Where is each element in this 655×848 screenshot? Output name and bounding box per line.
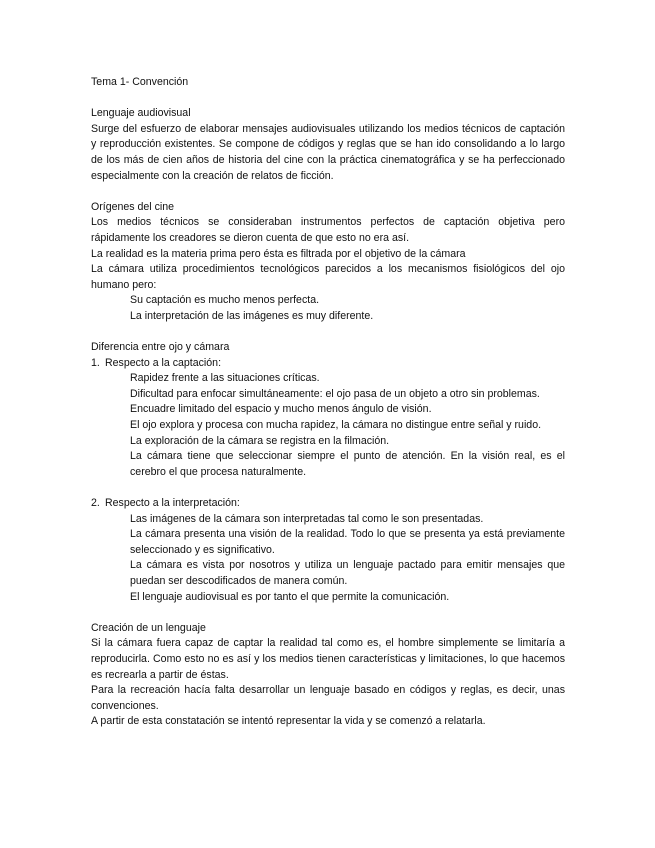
section-lenguaje-audiovisual <box>91 106 565 184</box>
indented-item: Dificultad para enfocar simultáneamente: el ojo pasa de un objeto a otro sin problemas. <box>130 387 540 400</box>
section-diferencia-ojo-camara <box>91 340 565 605</box>
indented-item: Rapidez frente a las situaciones críticas. <box>130 372 320 385</box>
spacer <box>91 480 565 496</box>
indented-item: Encuadre limitado del espacio y mucho menos ángulo de visión. <box>130 403 432 416</box>
spacer <box>91 184 565 200</box>
numbered-list-item <box>91 356 565 372</box>
list-label: Respecto a la captación: <box>105 356 222 369</box>
section-heading: Orígenes del cine <box>91 200 175 213</box>
numbered-list-item <box>91 496 565 512</box>
indented-item: El ojo explora y procesa con mucha rapidez, la cámara no distingue entre señal y ruido. <box>130 419 542 432</box>
indented-item: La interpretación de las imágenes es muy diferente. <box>130 309 374 322</box>
spacer <box>91 325 565 341</box>
paragraph: Si la cámara fuera capaz de captar la realidad tal como es, el hombre simplemente se limitaría a reproducirla. Como esto no es así y los medios tienen características y limitaciones, lo que hacemos es recrearla a partir de éstas. <box>91 637 565 681</box>
section-heading: Creación de un lenguaje <box>91 621 206 634</box>
list-number: 2. <box>91 497 100 510</box>
document-body <box>91 75 565 730</box>
paragraph: La realidad es la materia prima pero ésta es filtrada por el objetivo de la cámara <box>91 247 466 260</box>
paragraph: A partir de esta constatación se intentó representar la vida y se comenzó a relatarla. <box>91 715 486 728</box>
paragraph: Surge del esfuerzo de elaborar mensajes audiovisuales utilizando los medios técnicos de captación y reproducción existentes. Se compone de códigos y reglas que se han ido consolidando a lo largo de los más de cien años de historia del cine con la práctica cinematográfica y se ha perfeccionado especialmente con la creación de relatos de ficción. <box>91 122 565 182</box>
indented-item: La cámara presenta una visión de la realidad. Todo lo que se presenta ya está previamente seleccionado y es significativo. <box>130 528 565 556</box>
list-number: 1. <box>91 356 100 369</box>
indented-item: La cámara es vista por nosotros y utiliza un lenguaje pactado para emitir mensajes que puedan ser descodificados de manera común. <box>130 559 565 587</box>
spacer <box>91 91 565 107</box>
spacer <box>91 605 565 621</box>
section-creacion-lenguaje <box>91 621 565 730</box>
paragraph: Los medios técnicos se consideraban instrumentos perfectos de captación objetiva pero rápidamente los creadores se dieron cuenta de que esto no era así. <box>91 216 565 244</box>
indented-item: La cámara tiene que seleccionar siempre el punto de atención. En la visión real, es el cerebro el que procesa naturalmente. <box>130 450 565 478</box>
indented-item: El lenguaje audiovisual es por tanto el que permite la comunicación. <box>130 590 450 603</box>
document-title: Tema 1- Convención <box>91 76 189 88</box>
section-origenes-del-cine <box>91 200 565 325</box>
indented-item: Su captación es mucho menos perfecta. <box>130 294 320 307</box>
section-heading: Lenguaje audiovisual <box>91 107 191 120</box>
list-label: Respecto a la interpretación: <box>105 497 240 510</box>
indented-item: La exploración de la cámara se registra en la filmación. <box>130 434 390 447</box>
section-heading: Diferencia entre ojo y cámara <box>91 341 230 354</box>
indented-item: Las imágenes de la cámara son interpretadas tal como le son presentadas. <box>130 512 484 525</box>
paragraph: La cámara utiliza procedimientos tecnológicos parecidos a los mecanismos fisiológicos del ojo humano pero: <box>91 263 565 291</box>
paragraph: Para la recreación hacía falta desarrollar un lenguaje basado en códigos y reglas, es decir, unas convenciones. <box>91 684 565 712</box>
